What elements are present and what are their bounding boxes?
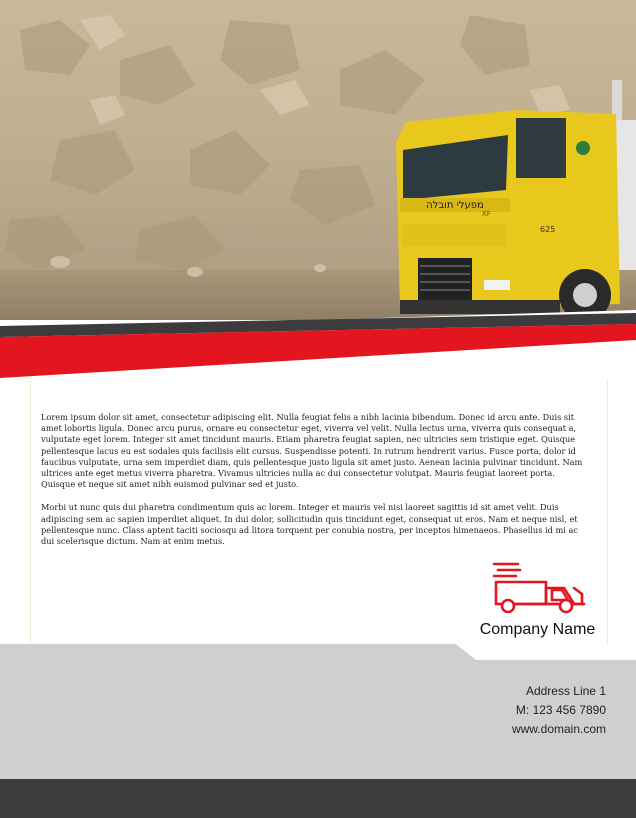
contact-block bbox=[406, 682, 606, 739]
paragraph-1: Lorem ipsum dolor sit amet, consectetur adipiscing elit. Nulla feugiat felis a nibh lacinia bibendum. Donec id arcu ante. Duis sit amet lobortis ligula. Donec arcu purus, ornare eu consectetur eget, viverra vel velit. Nulla lectus urna, viverra quis consequat a, vulputate eget lorem. Integer sit amet tincidunt mauris. Etiam pharetra feugiat sapien, nec ultricies sem tristique eget. Quisque pellentesque lacus eu est sodales quis facilisis elit cursus. Suspendisse potenti. In rutrum hendrerit varius. Fusce porta, dolor id faucibus vulputate, urna sem imperdiet diam, quis pellentesque justo ligula sit amet justo. Aenean lacinia pulvinar tincidunt. Nam ultrices ante eget metus viverra pharetra. Vivamus ultricies nulla ac dui consectetur volutpat. Mauris feugiat laoreet porta. Quisque et neque sit amet nibh euismod pulvinar sed et justo. bbox=[41, 412, 583, 490]
hero-photo bbox=[0, 0, 636, 380]
body-text bbox=[41, 412, 589, 559]
company-name: Company Name bbox=[479, 621, 596, 638]
footer-dark-bar bbox=[0, 779, 636, 818]
delivery-truck-icon bbox=[470, 558, 590, 622]
truck-plate: 625 bbox=[540, 225, 556, 234]
website-link[interactable]: www.domain.com bbox=[511, 722, 606, 736]
address-line: Address Line 1 bbox=[525, 684, 606, 698]
hero-illustration bbox=[0, 0, 636, 380]
truck-badge: XF bbox=[482, 210, 491, 218]
paragraph-2: Morbi ut nunc quis dui pharetra condimentum quis ac lorem. Integer et mauris vel nisi laoreet sagittis id sit amet velit. Duis adipiscing sem ac sapien imperdiet aliquet. In dui dolor, sollicitudin quis tincidunt eget, consequat ut eros. Nam et neque nisl, et pellentesque nunc. Class aptent taciti sociosqu ad litora torquent per conubia nostra, per inceptos himenaeos. Phasellus id mi ac dui scelerisque dictum. Nam at enim metus. bbox=[41, 502, 578, 547]
truck-cab-text: מפעלי תובלה bbox=[426, 200, 484, 211]
phone-line: M: 123 456 7890 bbox=[515, 703, 606, 717]
